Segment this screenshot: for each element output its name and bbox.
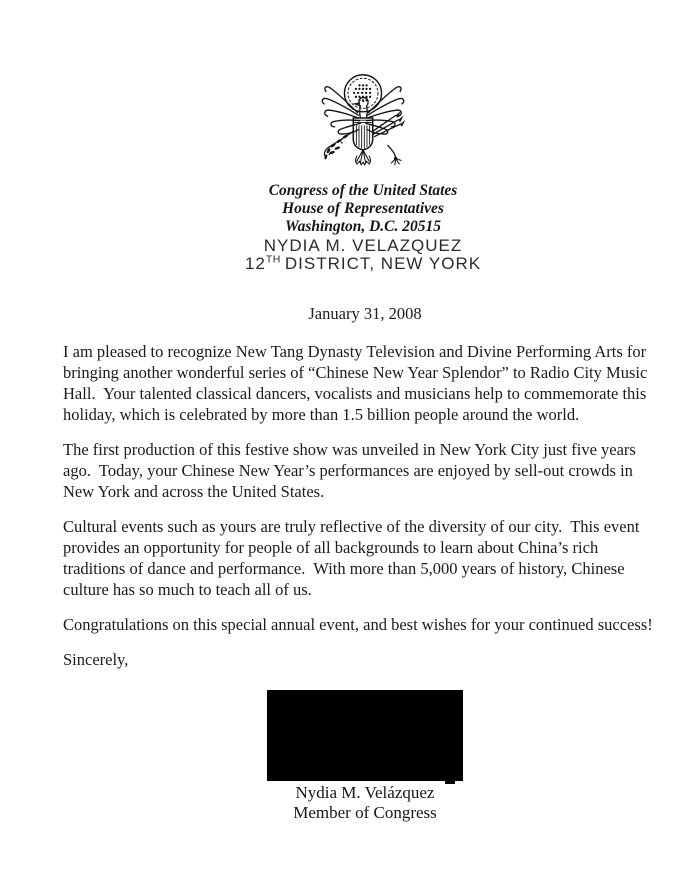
great-seal-eagle-icon bbox=[310, 71, 416, 173]
letter-body bbox=[63, 303, 700, 670]
signature-name: Nydia M. Velázquez bbox=[295, 783, 435, 802]
letterhead-line-washington: Washington, D.C. 20515 bbox=[284, 218, 442, 235]
letterhead-line-house: House of Representatives bbox=[282, 200, 444, 217]
letter-paragraph-4: Congratulations on this special annual event, and best wishes for your continued success! bbox=[63, 615, 653, 634]
district-rest: DISTRICT, NEW YORK bbox=[284, 254, 482, 273]
letterhead bbox=[13, 71, 700, 272]
redacted-signature-block bbox=[267, 690, 463, 781]
letter-paragraph-2: The first production of this festive show was unveiled in New York City just five years ago. Today, your Chinese New Year’s performances are enjoyed by sell-out crowds in New York and across the United States. bbox=[63, 440, 636, 501]
signature-title: Member of Congress bbox=[293, 803, 437, 822]
closing-line: Sincerely, bbox=[63, 650, 129, 669]
letterhead-line-congress: Congress of the United States bbox=[268, 182, 458, 199]
district-ordinal: TH bbox=[265, 253, 281, 266]
signature-text bbox=[267, 783, 463, 823]
district-line bbox=[13, 255, 700, 272]
letter-paragraph-3: Cultural events such as yours are truly reflective of the diversity of our city. This event provides an opportunity for people of all backgrounds to learn about China’s rich traditions of dance and performance. With more than 5,000 years of history, Chinese culture has so much to teach all of us. bbox=[63, 517, 640, 599]
letter-paragraph-1: I am pleased to recognize New Tang Dynasty Television and Divine Performing Arts for bringing another wonderful series of “Chinese New Year Splendor” to Radio City Music Hall. Your talented classical dancers, vocalists and musicians help to commemorate this holiday, which is celebrated by more than 1.5 billion people around the world. bbox=[63, 342, 648, 424]
member-name: NYDIA M. VELAZQUEZ bbox=[263, 236, 463, 255]
district-number: 12 bbox=[244, 254, 266, 273]
date-line: January 31, 2008 bbox=[308, 304, 422, 323]
